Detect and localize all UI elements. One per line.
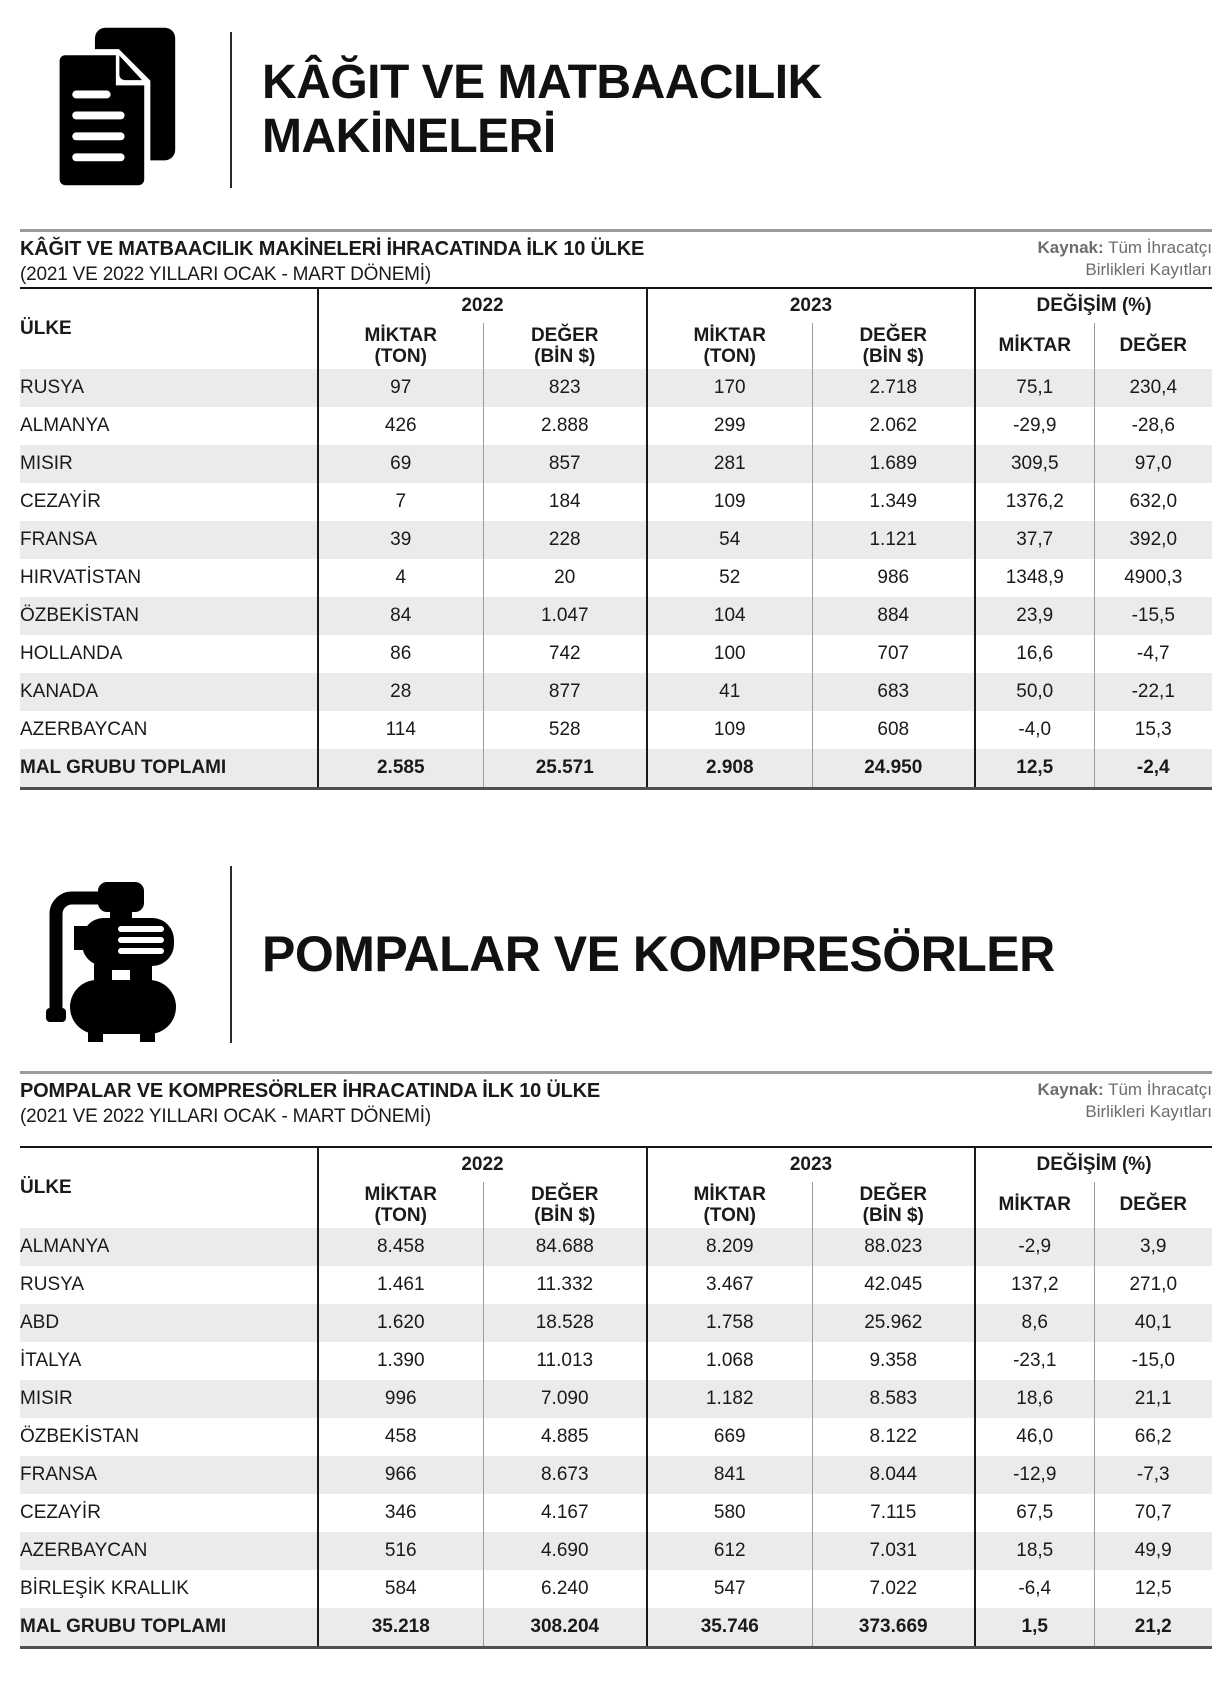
value-cell: 7.031 bbox=[812, 1532, 975, 1570]
value-cell: 3.467 bbox=[647, 1266, 812, 1304]
table-row bbox=[20, 1570, 1212, 1608]
table-row bbox=[20, 521, 1212, 559]
value-cell: 584 bbox=[318, 1570, 483, 1608]
value-cell: 52 bbox=[647, 559, 812, 597]
value-cell: 2.062 bbox=[812, 407, 975, 445]
table-body bbox=[20, 1228, 1212, 1648]
value-cell: 170 bbox=[647, 369, 812, 407]
value-cell: 4.885 bbox=[483, 1418, 647, 1456]
country-cell: AZERBAYCAN bbox=[20, 719, 148, 740]
country-cell: ABD bbox=[20, 1312, 60, 1333]
value-cell: -6,4 bbox=[975, 1570, 1094, 1608]
pump-icon bbox=[40, 862, 190, 1047]
source-note bbox=[1038, 1079, 1212, 1124]
col-header-deger-2023: DEĞER (BİN $) bbox=[812, 323, 975, 369]
table-row bbox=[20, 711, 1212, 749]
value-cell: 70,7 bbox=[1094, 1494, 1212, 1532]
table-heading-block bbox=[20, 1079, 600, 1130]
value-cell: -15,0 bbox=[1094, 1342, 1212, 1380]
country-cell: HOLLANDA bbox=[20, 643, 123, 664]
value-cell: 373.669 bbox=[812, 1608, 975, 1648]
country-cell: KANADA bbox=[20, 681, 99, 702]
country-cell: İTALYA bbox=[20, 1350, 82, 1371]
value-cell: 66,2 bbox=[1094, 1418, 1212, 1456]
value-cell: 97,0 bbox=[1094, 445, 1212, 483]
value-cell: 12,5 bbox=[975, 749, 1094, 789]
country-cell: AZERBAYCAN bbox=[20, 1540, 148, 1561]
value-cell: 1.758 bbox=[647, 1304, 812, 1342]
value-cell: 2.908 bbox=[647, 749, 812, 789]
value-cell: 8.583 bbox=[812, 1380, 975, 1418]
country-cell: ALMANYA bbox=[20, 415, 110, 436]
title-divider bbox=[230, 866, 232, 1043]
value-cell: 42.045 bbox=[812, 1266, 975, 1304]
value-cell: 2.718 bbox=[812, 369, 975, 407]
value-cell: 97 bbox=[318, 369, 483, 407]
source-label: Kaynak: bbox=[1037, 1080, 1104, 1099]
country-cell: MISIR bbox=[20, 453, 73, 474]
value-cell: 458 bbox=[318, 1418, 483, 1456]
value-cell: 100 bbox=[647, 635, 812, 673]
col-header-deger-change: DEĞER bbox=[1094, 1182, 1212, 1228]
value-cell: 35.218 bbox=[318, 1608, 483, 1648]
value-cell: 8.673 bbox=[483, 1456, 647, 1494]
table-row bbox=[20, 597, 1212, 635]
value-cell: 75,1 bbox=[975, 369, 1094, 407]
change-group: DEĞİŞİM (%) bbox=[975, 1147, 1212, 1182]
col-header-miktar-2023: MİKTAR (TON) bbox=[647, 323, 812, 369]
value-cell: 18,6 bbox=[975, 1380, 1094, 1418]
value-cell: 12,5 bbox=[1094, 1570, 1212, 1608]
col-header-miktar-change: MİKTAR bbox=[975, 323, 1094, 369]
table-body bbox=[20, 369, 1212, 789]
value-cell: 4.167 bbox=[483, 1494, 647, 1532]
value-cell: 86 bbox=[318, 635, 483, 673]
value-cell: 84.688 bbox=[483, 1228, 647, 1266]
value-cell: -29,9 bbox=[975, 407, 1094, 445]
value-cell: 1.620 bbox=[318, 1304, 483, 1342]
value-cell: 528 bbox=[483, 711, 647, 749]
value-cell: 114 bbox=[318, 711, 483, 749]
section-title bbox=[262, 56, 822, 164]
value-cell: 25.962 bbox=[812, 1304, 975, 1342]
col-header-deger-2023: DEĞER (BİN $) bbox=[812, 1182, 975, 1228]
value-cell: 8.458 bbox=[318, 1228, 483, 1266]
value-cell: 1.121 bbox=[812, 521, 975, 559]
source-label: Kaynak: bbox=[1037, 238, 1104, 257]
section-rule bbox=[20, 229, 1212, 232]
value-cell: 271,0 bbox=[1094, 1266, 1212, 1304]
value-cell: 4900,3 bbox=[1094, 559, 1212, 597]
value-cell: 1.068 bbox=[647, 1342, 812, 1380]
value-cell: 7.090 bbox=[483, 1380, 647, 1418]
value-cell: 46,0 bbox=[975, 1418, 1094, 1456]
value-cell: 823 bbox=[483, 369, 647, 407]
country-cell: HIRVATİSTAN bbox=[20, 567, 142, 588]
value-cell: 2.888 bbox=[483, 407, 647, 445]
value-cell: 67,5 bbox=[975, 1494, 1094, 1532]
value-cell: 35.746 bbox=[647, 1608, 812, 1648]
country-cell: MAL GRUBU TOPLAMI bbox=[20, 757, 227, 778]
value-cell: 1348,9 bbox=[975, 559, 1094, 597]
table-subheading: (2021 VE 2022 YILLARI OCAK - MART DÖNEMİ) bbox=[20, 1106, 432, 1127]
value-cell: 632,0 bbox=[1094, 483, 1212, 521]
value-cell: 683 bbox=[812, 673, 975, 711]
value-cell: 3,9 bbox=[1094, 1228, 1212, 1266]
year-group-2023: 2023 bbox=[647, 1147, 975, 1182]
value-cell: 1.689 bbox=[812, 445, 975, 483]
country-column-header: ÜLKE bbox=[20, 318, 72, 339]
value-cell: 69 bbox=[318, 445, 483, 483]
value-cell: 109 bbox=[647, 711, 812, 749]
change-group: DEĞİŞİM (%) bbox=[975, 288, 1212, 323]
value-cell: 309,5 bbox=[975, 445, 1094, 483]
table-heading-row bbox=[20, 237, 1212, 288]
value-cell: 7.022 bbox=[812, 1570, 975, 1608]
value-cell: 37,7 bbox=[975, 521, 1094, 559]
value-cell: 137,2 bbox=[975, 1266, 1094, 1304]
table-row bbox=[20, 1228, 1212, 1266]
value-cell: 15,3 bbox=[1094, 711, 1212, 749]
value-cell: -4,7 bbox=[1094, 635, 1212, 673]
table-row bbox=[20, 1266, 1212, 1304]
value-cell: -22,1 bbox=[1094, 673, 1212, 711]
country-cell: CEZAYİR bbox=[20, 1502, 101, 1523]
col-header-miktar-2022: MİKTAR (TON) bbox=[318, 323, 483, 369]
value-cell: 884 bbox=[812, 597, 975, 635]
section-title-line1: POMPALAR VE KOMPRESÖRLER bbox=[262, 926, 1055, 983]
section-header-paper bbox=[40, 28, 822, 192]
table-row bbox=[20, 1418, 1212, 1456]
table-row bbox=[20, 635, 1212, 673]
value-cell: 392,0 bbox=[1094, 521, 1212, 559]
value-cell: -28,6 bbox=[1094, 407, 1212, 445]
source-text-line2: Birlikleri Kayıtları bbox=[1085, 1102, 1212, 1122]
value-cell: 39 bbox=[318, 521, 483, 559]
source-note bbox=[1038, 237, 1212, 282]
year-group-2022: 2022 bbox=[318, 288, 647, 323]
value-cell: 612 bbox=[647, 1532, 812, 1570]
value-cell: 18.528 bbox=[483, 1304, 647, 1342]
value-cell: 346 bbox=[318, 1494, 483, 1532]
value-cell: 4 bbox=[318, 559, 483, 597]
total-row bbox=[20, 1608, 1212, 1648]
value-cell: 966 bbox=[318, 1456, 483, 1494]
value-cell: 28 bbox=[318, 673, 483, 711]
value-cell: -4,0 bbox=[975, 711, 1094, 749]
col-header-deger-change: DEĞER bbox=[1094, 323, 1212, 369]
table-row bbox=[20, 559, 1212, 597]
table-row bbox=[20, 1532, 1212, 1570]
value-cell: 1.182 bbox=[647, 1380, 812, 1418]
table-heading-row bbox=[20, 1079, 1212, 1130]
value-cell: 996 bbox=[318, 1380, 483, 1418]
value-cell: -15,5 bbox=[1094, 597, 1212, 635]
table-heading: POMPALAR VE KOMPRESÖRLER İHRACATINDA İLK 10 ÜLKE bbox=[20, 1080, 601, 1102]
value-cell: 9.358 bbox=[812, 1342, 975, 1380]
table-subheading: (2021 VE 2022 YILLARI OCAK - MART DÖNEMİ) bbox=[20, 264, 432, 285]
year-group-2023: 2023 bbox=[647, 288, 975, 323]
value-cell: 88.023 bbox=[812, 1228, 975, 1266]
value-cell: 857 bbox=[483, 445, 647, 483]
value-cell: 516 bbox=[318, 1532, 483, 1570]
value-cell: 40,1 bbox=[1094, 1304, 1212, 1342]
value-cell: 11.332 bbox=[483, 1266, 647, 1304]
value-cell: 84 bbox=[318, 597, 483, 635]
value-cell: -2,9 bbox=[975, 1228, 1094, 1266]
value-cell: 18,5 bbox=[975, 1532, 1094, 1570]
value-cell: 11.013 bbox=[483, 1342, 647, 1380]
value-cell: 7.115 bbox=[812, 1494, 975, 1532]
value-cell: 8.122 bbox=[812, 1418, 975, 1456]
value-cell: 1,5 bbox=[975, 1608, 1094, 1648]
value-cell: 104 bbox=[647, 597, 812, 635]
value-cell: 2.585 bbox=[318, 749, 483, 789]
header-group-row bbox=[20, 288, 1212, 323]
table-row bbox=[20, 1494, 1212, 1532]
year-group-2022: 2022 bbox=[318, 1147, 647, 1182]
value-cell: 299 bbox=[647, 407, 812, 445]
country-cell: ÖZBEKİSTAN bbox=[20, 1426, 139, 1447]
table-row bbox=[20, 673, 1212, 711]
table-row bbox=[20, 445, 1212, 483]
country-cell: FRANSA bbox=[20, 1464, 98, 1485]
value-cell: 281 bbox=[647, 445, 812, 483]
table-row bbox=[20, 1380, 1212, 1418]
value-cell: -23,1 bbox=[975, 1342, 1094, 1380]
value-cell: 8.209 bbox=[647, 1228, 812, 1266]
value-cell: 25.571 bbox=[483, 749, 647, 789]
title-divider bbox=[230, 32, 232, 188]
value-cell: 4.690 bbox=[483, 1532, 647, 1570]
source-text-line1: Tüm İhracatçı bbox=[1108, 1080, 1212, 1099]
country-cell: RUSYA bbox=[20, 1274, 85, 1295]
table-row bbox=[20, 1342, 1212, 1380]
export-table-paper bbox=[20, 287, 1212, 790]
table-row bbox=[20, 407, 1212, 445]
col-header-deger-2022: DEĞER (BİN $) bbox=[483, 1182, 647, 1228]
value-cell: 8.044 bbox=[812, 1456, 975, 1494]
value-cell: 1.461 bbox=[318, 1266, 483, 1304]
col-header-miktar-2023: MİKTAR (TON) bbox=[647, 1182, 812, 1228]
country-cell: ALMANYA bbox=[20, 1236, 110, 1257]
country-cell: MAL GRUBU TOPLAMI bbox=[20, 1616, 227, 1637]
value-cell: 608 bbox=[812, 711, 975, 749]
value-cell: 20 bbox=[483, 559, 647, 597]
value-cell: -2,4 bbox=[1094, 749, 1212, 789]
value-cell: 580 bbox=[647, 1494, 812, 1532]
value-cell: 707 bbox=[812, 635, 975, 673]
source-text-line2: Birlikleri Kayıtları bbox=[1085, 260, 1212, 280]
col-header-miktar-change: MİKTAR bbox=[975, 1182, 1094, 1228]
value-cell: 49,9 bbox=[1094, 1532, 1212, 1570]
section-rule bbox=[20, 1071, 1212, 1074]
value-cell: 23,9 bbox=[975, 597, 1094, 635]
table-heading-block bbox=[20, 237, 644, 288]
value-cell: 41 bbox=[647, 673, 812, 711]
table-row bbox=[20, 1304, 1212, 1342]
value-cell: 308.204 bbox=[483, 1608, 647, 1648]
source-text-line1: Tüm İhracatçı bbox=[1108, 238, 1212, 257]
section-title-line1: KÂĞIT VE MATBAACILIK bbox=[262, 55, 822, 109]
section-header-pumps bbox=[40, 862, 1055, 1047]
section-title-line2: MAKİNELERİ bbox=[262, 110, 556, 163]
total-row bbox=[20, 749, 1212, 789]
value-cell: 1.390 bbox=[318, 1342, 483, 1380]
table-row bbox=[20, 483, 1212, 521]
value-cell: 7 bbox=[318, 483, 483, 521]
country-cell: MISIR bbox=[20, 1388, 73, 1409]
header-group-row bbox=[20, 1147, 1212, 1182]
value-cell: 1376,2 bbox=[975, 483, 1094, 521]
value-cell: 426 bbox=[318, 407, 483, 445]
col-header-deger-2022: DEĞER (BİN $) bbox=[483, 323, 647, 369]
export-table-pumps bbox=[20, 1146, 1212, 1649]
country-cell: BİRLEŞİK KRALLIK bbox=[20, 1578, 189, 1599]
value-cell: 16,6 bbox=[975, 635, 1094, 673]
value-cell: 669 bbox=[647, 1418, 812, 1456]
country-cell: CEZAYİR bbox=[20, 491, 101, 512]
value-cell: -7,3 bbox=[1094, 1456, 1212, 1494]
table-heading: KÂĞIT VE MATBAACILIK MAKİNELERİ İHRACATINDA İLK 10 ÜLKE bbox=[20, 238, 645, 260]
value-cell: 1.047 bbox=[483, 597, 647, 635]
value-cell: 986 bbox=[812, 559, 975, 597]
value-cell: 841 bbox=[647, 1456, 812, 1494]
value-cell: 6.240 bbox=[483, 1570, 647, 1608]
country-cell: FRANSA bbox=[20, 529, 98, 550]
value-cell: 21,1 bbox=[1094, 1380, 1212, 1418]
value-cell: 1.349 bbox=[812, 483, 975, 521]
value-cell: 109 bbox=[647, 483, 812, 521]
value-cell: -12,9 bbox=[975, 1456, 1094, 1494]
value-cell: 8,6 bbox=[975, 1304, 1094, 1342]
value-cell: 742 bbox=[483, 635, 647, 673]
value-cell: 50,0 bbox=[975, 673, 1094, 711]
value-cell: 547 bbox=[647, 1570, 812, 1608]
country-cell: RUSYA bbox=[20, 377, 85, 398]
value-cell: 877 bbox=[483, 673, 647, 711]
value-cell: 228 bbox=[483, 521, 647, 559]
value-cell: 54 bbox=[647, 521, 812, 559]
value-cell: 21,2 bbox=[1094, 1608, 1212, 1648]
table-row bbox=[20, 369, 1212, 407]
country-cell: ÖZBEKİSTAN bbox=[20, 605, 139, 626]
value-cell: 230,4 bbox=[1094, 369, 1212, 407]
table-row bbox=[20, 1456, 1212, 1494]
value-cell: 24.950 bbox=[812, 749, 975, 789]
value-cell: 184 bbox=[483, 483, 647, 521]
documents-icon bbox=[40, 26, 190, 195]
col-header-miktar-2022: MİKTAR (TON) bbox=[318, 1182, 483, 1228]
country-column-header: ÜLKE bbox=[20, 1177, 72, 1198]
section-title bbox=[262, 926, 1055, 983]
